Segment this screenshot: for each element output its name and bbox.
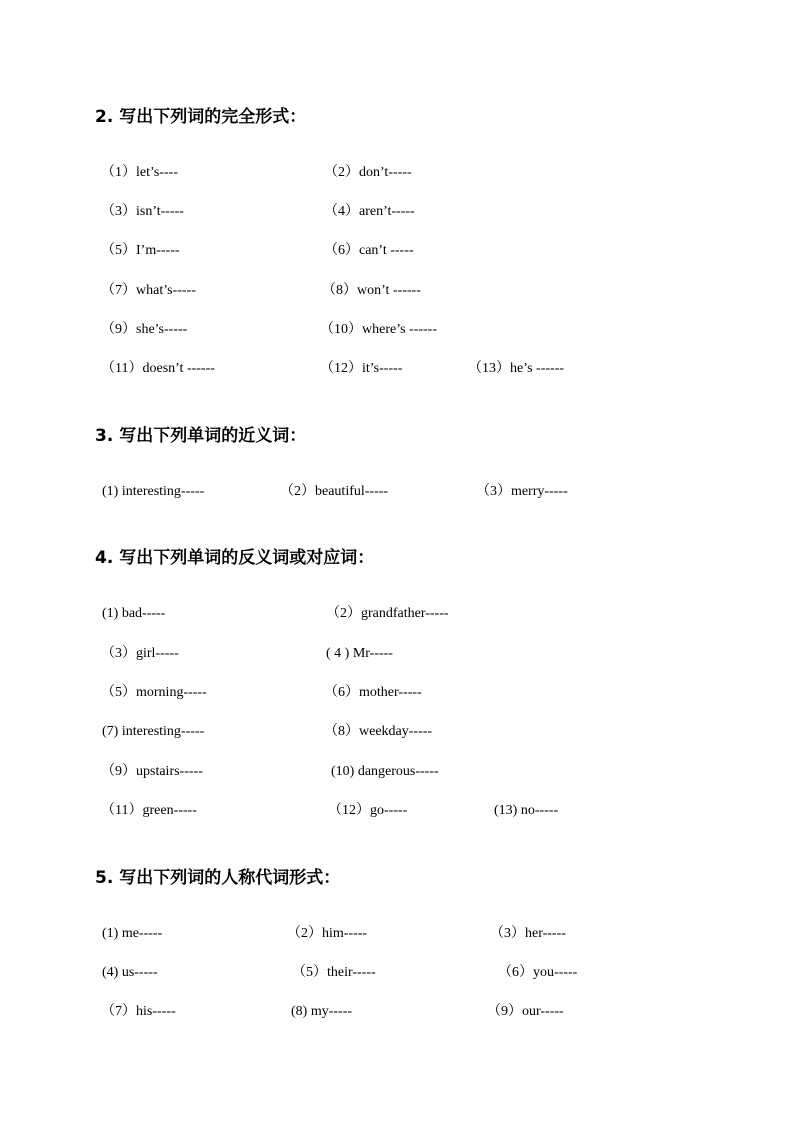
section-2-heading: 2. 写出下列词的完全形式： (95, 107, 307, 127)
exercise-item: (8) my----- (291, 1004, 353, 1019)
exercise-item: （7）his----- (101, 1004, 176, 1019)
exercise-item: （2）him----- (287, 926, 368, 941)
exercise-item: ( 4 ) Mr----- (326, 646, 393, 661)
section-3-heading: 3. 写出下列单词的近义词： (95, 426, 307, 446)
exercise-item: （3）merry----- (476, 484, 568, 499)
exercise-item: (7) interesting----- (102, 724, 205, 739)
exercise-item: （2）grandfather----- (326, 606, 449, 621)
exercise-item: （12）go----- (328, 803, 408, 818)
exercise-item: （10）where’s ------ (320, 322, 438, 337)
exercise-item: （9）she’s----- (101, 322, 188, 337)
exercise-item: （4）aren’t----- (324, 204, 415, 219)
exercise-item: (10) dangerous----- (331, 764, 439, 779)
exercise-item: （5）I’m----- (101, 243, 180, 258)
exercise-item: （1）let’s---- (101, 165, 178, 180)
exercise-item: （6）you----- (498, 965, 578, 980)
exercise-item: （8）weekday----- (324, 724, 433, 739)
exercise-item: （8）won’t ------ (322, 283, 421, 298)
exercise-item: （6）mother----- (324, 685, 422, 700)
exercise-item: (1) me----- (102, 926, 163, 941)
exercise-item: （9）upstairs----- (101, 764, 203, 779)
exercise-item: （3）girl----- (101, 646, 179, 661)
exercise-item: (13) no----- (494, 803, 559, 818)
exercise-item: （7）what’s----- (101, 283, 196, 298)
exercise-item: （13）he’s ------ (468, 361, 565, 376)
exercise-item: （6）can’t ----- (324, 243, 414, 258)
exercise-item: (1) interesting----- (102, 484, 205, 499)
exercise-item: （11）doesn’t ------ (101, 361, 215, 376)
exercise-item: （11）green----- (101, 803, 197, 818)
exercise-item: （12）it’s----- (320, 361, 403, 376)
exercise-item: （5）morning----- (101, 685, 207, 700)
section-5-heading: 5. 写出下列词的人称代词形式： (95, 868, 341, 888)
exercise-item: （3）isn’t----- (101, 204, 184, 219)
exercise-item: （5）their----- (292, 965, 376, 980)
section-4-heading: 4. 写出下列单词的反义词或对应词： (95, 548, 375, 568)
exercise-item: （3）her----- (490, 926, 566, 941)
exercise-item: (1) bad----- (102, 606, 166, 621)
exercise-item: （2）don’t----- (324, 165, 412, 180)
exercise-item: （9）our----- (487, 1004, 564, 1019)
exercise-item: (4) us----- (102, 965, 158, 980)
exercise-item: （2）beautiful----- (280, 484, 389, 499)
